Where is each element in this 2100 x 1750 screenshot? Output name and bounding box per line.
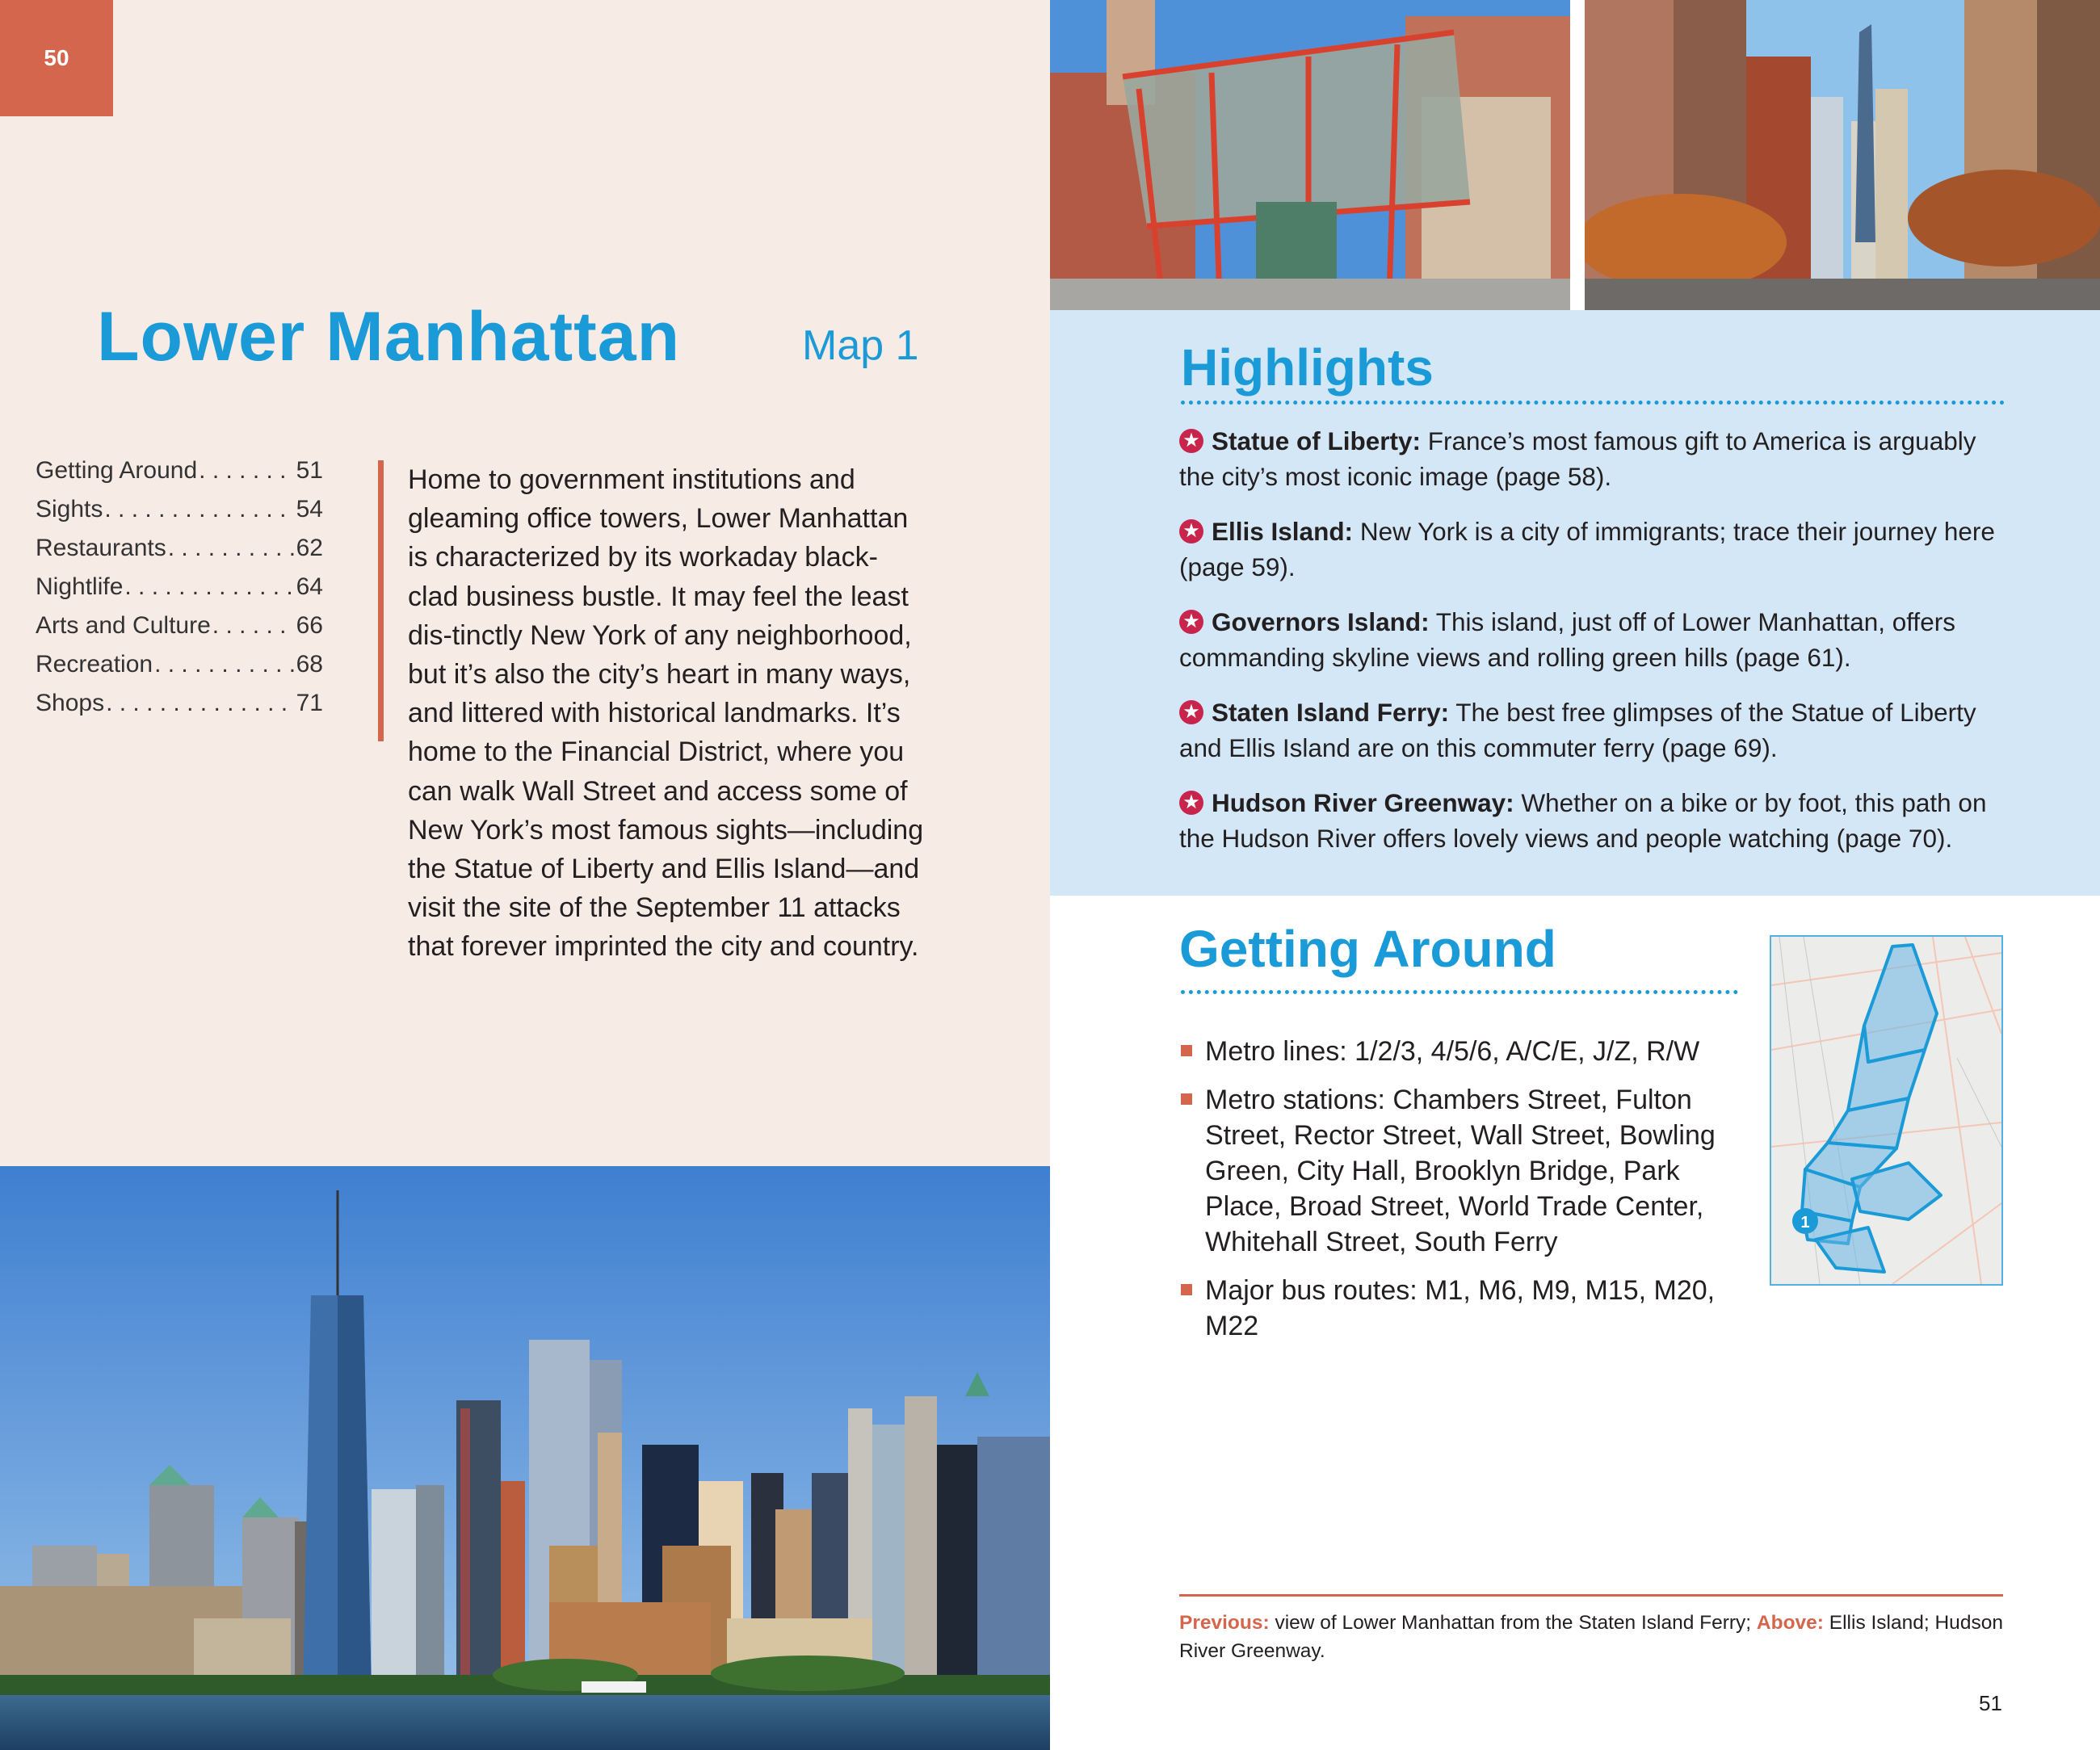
highlight-item [1179,423,2003,494]
toc-leader [199,457,294,485]
caption-previous-label: Previous: [1179,1612,1270,1634]
toc-leader [154,651,295,678]
toc-entry[interactable] [36,496,323,535]
toc-page: 68 [296,651,323,678]
chapter-title: Lower Manhattan [97,298,681,376]
toc-label: Getting Around [36,457,198,484]
toc-page: 51 [296,457,323,484]
getting-around-title: Getting Around [1179,920,1556,978]
highlight-text: This island, just off of Lower Manhattan, offers commanding skyline views and rolling green hills (page 61). [1179,607,1955,672]
intro-accent-bar [378,460,384,741]
caption-rule [1179,1594,2003,1597]
toc-label: Sights [36,496,103,522]
highlight-item [1179,604,2003,675]
toc-label: Arts and Culture [36,612,211,639]
highlight-name[interactable]: Statue of Liberty: [1212,426,1422,455]
bullet-square-icon [1181,1093,1192,1105]
highlights-title: Highlights [1181,338,1434,397]
toc-entry[interactable] [36,690,323,728]
map-reference[interactable]: Map 1 [802,322,919,369]
star-icon: ★ [1179,519,1203,543]
highlight-name[interactable]: Staten Island Ferry: [1212,698,1450,727]
chapter-contents [36,457,323,728]
toc-page: 64 [296,573,323,600]
toc-entry[interactable] [36,535,323,573]
page-number-left: 50 [0,0,113,116]
highlight-text: Whether on a bike or by foot, this path on the Hudson River offers lovely views and people watching (page 70). [1179,788,1987,853]
ellis-island-photo [1050,0,1570,310]
toc-page: 71 [296,690,323,716]
getting-around-text: Major bus routes: M1, M6, M9, M15, M20, M22 [1205,1275,1716,1341]
highlight-text: The best free glimpses of the Statue of Liberty and Ellis Island are on this commuter ferry (page 69). [1179,698,1976,762]
toc-label: Recreation [36,651,153,678]
toc-entry[interactable] [36,573,323,612]
skyline-photo [0,1166,1050,1750]
locator-map[interactable] [1770,935,2003,1286]
intro-paragraph: Home to government institutions and gleaming office towers, Lower Manhattan is characterized by its workaday black-clad business bustle. It may feel the least dis-tinctly New York of any neighborhood, but it’s also the city’s heart in many ways, and littered with historical landmarks. It’s home to the Financial District, where you can walk Wall Street and access some of New York’s most famous sights—including the Statue of Liberty and Ellis Island—and visit the site of the September 11 attacks that forever imprinted the city and country. [408,464,924,963]
getting-around-item [1181,1082,1762,1260]
toc-entry[interactable] [36,612,323,651]
toc-page: 54 [296,496,323,522]
map-marker-label: 1 [1800,1214,1810,1232]
star-icon: ★ [1179,791,1203,815]
toc-leader [168,535,295,562]
getting-around-item [1181,1034,1762,1069]
toc-label: Shops [36,690,105,716]
highlight-name[interactable]: Ellis Island: [1212,517,1354,546]
toc-label: Restaurants [36,535,166,561]
getting-around-divider [1181,990,1738,994]
star-icon: ★ [1179,700,1203,724]
toc-leader [212,612,295,640]
toc-entry[interactable] [36,651,323,690]
highlight-text: France’s most famous gift to America is arguably the city’s most iconic image (page 58). [1179,426,1976,491]
toc-page: 66 [296,612,323,639]
highlights-divider [1181,401,2005,405]
highlight-name[interactable]: Governors Island: [1212,607,1430,636]
toc-leader [106,690,295,717]
star-icon: ★ [1179,429,1203,453]
highlight-item [1179,695,2003,766]
bullet-square-icon [1181,1284,1192,1295]
highlight-name[interactable]: Hudson River Greenway: [1212,788,1514,817]
highlight-item [1179,514,2003,585]
toc-label: Nightlife [36,573,124,600]
toc-entry[interactable] [36,457,323,496]
caption-above-label: Above: [1756,1612,1824,1634]
star-icon: ★ [1179,610,1203,634]
highlight-text: New York is a city of immigrants; trace their journey here (page 59). [1179,517,1995,581]
photo-caption [1179,1609,2003,1665]
toc-page: 62 [296,535,323,561]
hudson-greenway-photo [1585,0,2100,310]
caption-above-text: Ellis Island; Hudson River Greenway. [1179,1612,2003,1662]
toc-leader [104,496,294,523]
getting-around-text: Metro stations: Chambers Street, Fulton Street, Rector Street, Wall Street, Bowling Green, City Hall, Brooklyn Bridge, Park Place, Broad Street, World Trade Center, Whitehall Street, South Ferry [1205,1085,1716,1257]
toc-leader [124,573,294,601]
caption-previous-text: view of Lower Manhattan from the Staten Island Ferry; [1269,1612,1757,1634]
bullet-square-icon [1181,1045,1192,1056]
getting-around-text: Metro lines: 1/2/3, 4/5/6, A/C/E, J/Z, R/W [1205,1036,1700,1067]
getting-around-item [1181,1273,1762,1344]
page-number-right: 51 [1979,1691,2002,1715]
highlight-item [1179,785,2003,856]
